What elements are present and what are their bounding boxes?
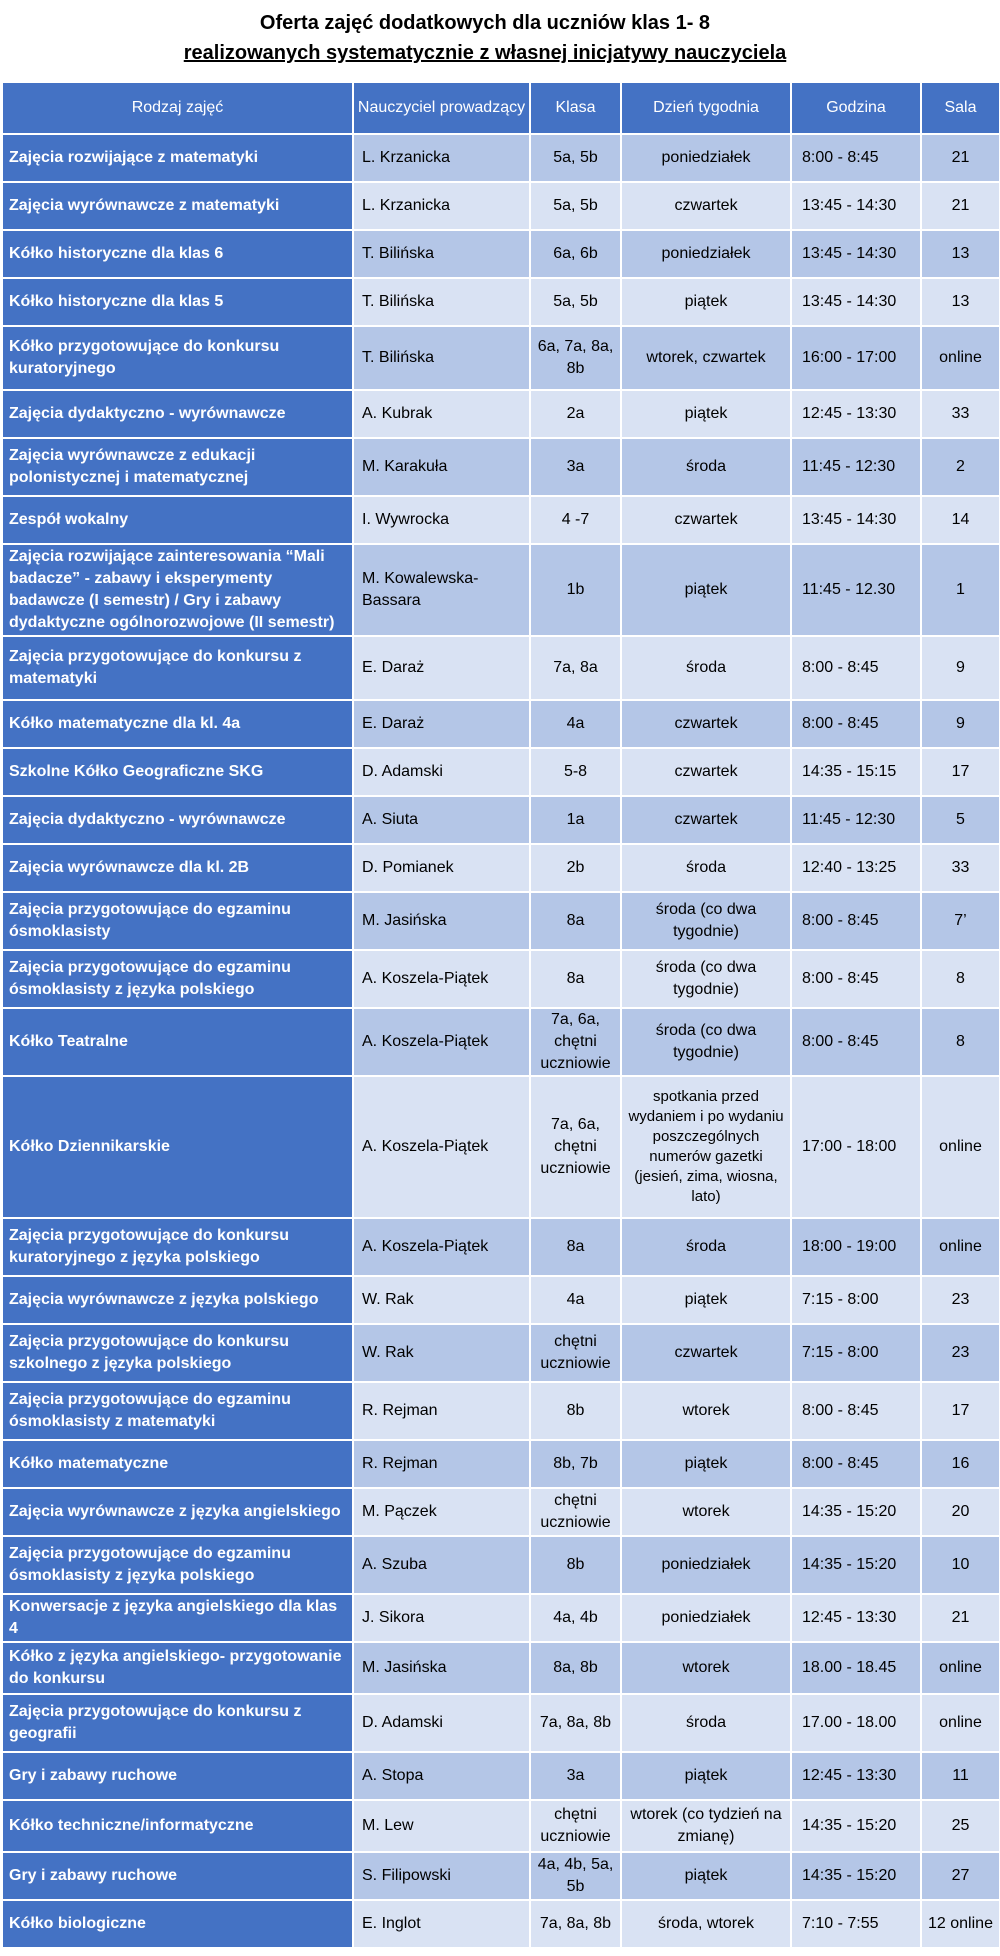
- cell-sala: 23: [921, 1324, 1000, 1382]
- cell-nauczyciel: W. Rak: [353, 1276, 530, 1324]
- cell-nauczyciel: A. Siuta: [353, 796, 530, 844]
- cell-sala: 27: [921, 1852, 1000, 1900]
- cell-godzina: 17.00 - 18.00: [791, 1694, 921, 1752]
- cell-nauczyciel: M. Karakuła: [353, 438, 530, 496]
- cell-nauczyciel: A. Koszela-Piątek: [353, 1218, 530, 1276]
- cell-dzien: spotkania przed wydaniem i po wydaniu poszczególnych numerów gazetki (jesień, zima, wiosna, lato): [621, 1076, 791, 1218]
- cell-klasa: 4a, 4b, 5a, 5b: [530, 1852, 621, 1900]
- cell-sala: online: [921, 1218, 1000, 1276]
- cell-klasa: 7a, 8a: [530, 636, 621, 700]
- table-row: [2, 1852, 1000, 1900]
- cell-sala: 7’: [921, 892, 1000, 950]
- cell-sala: 9: [921, 700, 1000, 748]
- cell-godzina: 13:45 - 14:30: [791, 230, 921, 278]
- cell-godzina: 17:00 - 18:00: [791, 1076, 921, 1218]
- cell-dzien: czwartek: [621, 1324, 791, 1382]
- cell-dzien: poniedziałek: [621, 134, 791, 182]
- table-row: [2, 700, 1000, 748]
- cell-klasa: 4 -7: [530, 496, 621, 544]
- cell-sala: 21: [921, 1594, 1000, 1642]
- cell-dzien: czwartek: [621, 182, 791, 230]
- table-row: [2, 1642, 1000, 1694]
- table-row: [2, 748, 1000, 796]
- cell-nauczyciel: E. Daraż: [353, 636, 530, 700]
- cell-godzina: 16:00 - 17:00: [791, 326, 921, 390]
- cell-godzina: 11:45 - 12:30: [791, 438, 921, 496]
- cell-rodzaj: Kółko przygotowujące do konkursu kuratoryjnego: [2, 326, 353, 390]
- cell-nauczyciel: M. Pączek: [353, 1488, 530, 1536]
- cell-godzina: 14:35 - 15:20: [791, 1536, 921, 1594]
- cell-godzina: 18:00 - 19:00: [791, 1218, 921, 1276]
- cell-rodzaj: Zajęcia dydaktyczno - wyrównawcze: [2, 390, 353, 438]
- cell-godzina: 11:45 - 12.30: [791, 544, 921, 636]
- table-row: [2, 636, 1000, 700]
- table-row: [2, 1076, 1000, 1218]
- cell-dzien: środa: [621, 636, 791, 700]
- table-row: [2, 230, 1000, 278]
- cell-nauczyciel: R. Rejman: [353, 1440, 530, 1488]
- cell-nauczyciel: A. Koszela-Piątek: [353, 950, 530, 1008]
- cell-nauczyciel: A. Koszela-Piątek: [353, 1076, 530, 1218]
- cell-sala: 23: [921, 1276, 1000, 1324]
- table-row: [2, 1440, 1000, 1488]
- cell-dzien: piątek: [621, 278, 791, 326]
- cell-klasa: chętni uczniowie: [530, 1324, 621, 1382]
- cell-dzien: czwartek: [621, 796, 791, 844]
- cell-dzien: środa: [621, 438, 791, 496]
- cell-nauczyciel: T. Bilińska: [353, 326, 530, 390]
- cell-dzien: wtorek: [621, 1382, 791, 1440]
- cell-klasa: 7a, 6a, chętni uczniowie: [530, 1008, 621, 1076]
- cell-sala: 10: [921, 1536, 1000, 1594]
- cell-godzina: 18.00 - 18.45: [791, 1642, 921, 1694]
- table-row: [2, 1382, 1000, 1440]
- cell-rodzaj: Zajęcia przygotowujące do egzaminu ósmoklasisty: [2, 892, 353, 950]
- cell-klasa: 5a, 5b: [530, 278, 621, 326]
- table-row: [2, 1800, 1000, 1852]
- cell-dzien: piątek: [621, 544, 791, 636]
- cell-dzien: piątek: [621, 1852, 791, 1900]
- cell-klasa: 3a: [530, 1752, 621, 1800]
- cell-klasa: 2a: [530, 390, 621, 438]
- cell-dzien: środa: [621, 1218, 791, 1276]
- cell-nauczyciel: E. Inglot: [353, 1900, 530, 1948]
- cell-rodzaj: Zespół wokalny: [2, 496, 353, 544]
- cell-dzien: wtorek: [621, 1488, 791, 1536]
- cell-sala: 5: [921, 796, 1000, 844]
- cell-rodzaj: Kółko historyczne dla klas 6: [2, 230, 353, 278]
- cell-klasa: 4a: [530, 1276, 621, 1324]
- cell-klasa: 5a, 5b: [530, 182, 621, 230]
- cell-sala: 33: [921, 844, 1000, 892]
- cell-klasa: 8b: [530, 1382, 621, 1440]
- cell-rodzaj: Zajęcia przygotowujące do konkursu kuratoryjnego z języka polskiego: [2, 1218, 353, 1276]
- cell-dzien: poniedziałek: [621, 1536, 791, 1594]
- cell-dzien: piątek: [621, 390, 791, 438]
- cell-dzien: środa (co dwa tygodnie): [621, 1008, 791, 1076]
- cell-nauczyciel: T. Bilińska: [353, 230, 530, 278]
- document-title: [0, 0, 1000, 68]
- table-row: [2, 544, 1000, 636]
- cell-rodzaj: Zajęcia rozwijające z matematyki: [2, 134, 353, 182]
- cell-klasa: 1a: [530, 796, 621, 844]
- cell-rodzaj: Zajęcia wyrównawcze z języka angielskiego: [2, 1488, 353, 1536]
- cell-sala: 21: [921, 134, 1000, 182]
- cell-godzina: 7:15 - 8:00: [791, 1324, 921, 1382]
- cell-klasa: chętni uczniowie: [530, 1488, 621, 1536]
- cell-klasa: 3a: [530, 438, 621, 496]
- title-line-1: Oferta zajęć dodatkowych dla uczniów klas 1- 8: [259, 12, 711, 34]
- cell-klasa: 7a, 6a, chętni uczniowie: [530, 1076, 621, 1218]
- cell-klasa: 8a: [530, 950, 621, 1008]
- cell-klasa: 4a, 4b: [530, 1594, 621, 1642]
- cell-godzina: 8:00 - 8:45: [791, 950, 921, 1008]
- cell-dzien: środa (co dwa tygodnie): [621, 950, 791, 1008]
- table-row: [2, 1324, 1000, 1382]
- cell-rodzaj: Kółko z języka angielskiego- przygotowanie do konkursu: [2, 1642, 353, 1694]
- table-row: [2, 1752, 1000, 1800]
- cell-rodzaj: Zajęcia wyrównawcze z edukacji polonistycznej i matematycznej: [2, 438, 353, 496]
- cell-nauczyciel: M. Lew: [353, 1800, 530, 1852]
- table-row: [2, 1008, 1000, 1076]
- cell-nauczyciel: E. Daraż: [353, 700, 530, 748]
- cell-klasa: chętni uczniowie: [530, 1800, 621, 1852]
- table-header-row: [2, 82, 1000, 134]
- cell-godzina: 12:45 - 13:30: [791, 1752, 921, 1800]
- header-godzina: Godzina: [791, 82, 921, 134]
- cell-klasa: 8a: [530, 1218, 621, 1276]
- cell-nauczyciel: A. Stopa: [353, 1752, 530, 1800]
- cell-nauczyciel: W. Rak: [353, 1324, 530, 1382]
- cell-dzien: czwartek: [621, 496, 791, 544]
- table-row: [2, 1276, 1000, 1324]
- cell-rodzaj: Kółko biologiczne: [2, 1900, 353, 1948]
- cell-rodzaj: Zajęcia przygotowujące do egzaminu ósmoklasisty z języka polskiego: [2, 1536, 353, 1594]
- table-row: [2, 390, 1000, 438]
- cell-rodzaj: Zajęcia przygotowujące do egzaminu ósmoklasisty z matematyki: [2, 1382, 353, 1440]
- cell-sala: 21: [921, 182, 1000, 230]
- cell-godzina: 8:00 - 8:45: [791, 1008, 921, 1076]
- cell-rodzaj: Zajęcia wyrównawcze z matematyki: [2, 182, 353, 230]
- cell-nauczyciel: J. Sikora: [353, 1594, 530, 1642]
- table-row: [2, 844, 1000, 892]
- cell-rodzaj: Zajęcia przygotowujące do egzaminu ósmoklasisty z języka polskiego: [2, 950, 353, 1008]
- cell-sala: 8: [921, 950, 1000, 1008]
- table-row: [2, 1900, 1000, 1948]
- cell-dzien: czwartek: [621, 748, 791, 796]
- cell-godzina: 12:45 - 13:30: [791, 1594, 921, 1642]
- cell-klasa: 6a, 6b: [530, 230, 621, 278]
- cell-dzien: piątek: [621, 1276, 791, 1324]
- header-klasa: Klasa: [530, 82, 621, 134]
- cell-dzien: poniedziałek: [621, 230, 791, 278]
- cell-rodzaj: Zajęcia rozwijające zainteresowania “Mali badacze” - zabawy i eksperymenty badawcze (I semestr) / Gry i zabawy dydaktyczne ogólnorozwojowe (II semestr): [2, 544, 353, 636]
- cell-sala: 16: [921, 1440, 1000, 1488]
- cell-klasa: 5-8: [530, 748, 621, 796]
- cell-sala: online: [921, 1076, 1000, 1218]
- cell-nauczyciel: A. Kubrak: [353, 390, 530, 438]
- title-line-2: realizowanych systematycznie z własnej inicjatywy nauczyciela: [183, 42, 787, 64]
- cell-nauczyciel: R. Rejman: [353, 1382, 530, 1440]
- cell-dzien: czwartek: [621, 700, 791, 748]
- table-row: [2, 278, 1000, 326]
- cell-klasa: 8a, 8b: [530, 1642, 621, 1694]
- cell-nauczyciel: D. Adamski: [353, 748, 530, 796]
- cell-sala: 17: [921, 748, 1000, 796]
- table-row: [2, 892, 1000, 950]
- cell-godzina: 11:45 - 12:30: [791, 796, 921, 844]
- cell-sala: 25: [921, 1800, 1000, 1852]
- cell-dzien: piątek: [621, 1440, 791, 1488]
- cell-rodzaj: Kółko Teatralne: [2, 1008, 353, 1076]
- cell-rodzaj: Zajęcia dydaktyczno - wyrównawcze: [2, 796, 353, 844]
- cell-godzina: 13:45 - 14:30: [791, 496, 921, 544]
- cell-rodzaj: Kółko techniczne/informatyczne: [2, 1800, 353, 1852]
- table-row: [2, 950, 1000, 1008]
- cell-nauczyciel: D. Adamski: [353, 1694, 530, 1752]
- table-row: [2, 326, 1000, 390]
- cell-sala: 17: [921, 1382, 1000, 1440]
- cell-klasa: 5a, 5b: [530, 134, 621, 182]
- cell-dzien: poniedziałek: [621, 1594, 791, 1642]
- cell-sala: online: [921, 326, 1000, 390]
- cell-sala: 13: [921, 278, 1000, 326]
- cell-godzina: 12:45 - 13:30: [791, 390, 921, 438]
- table-row: [2, 1594, 1000, 1642]
- schedule-table: [1, 81, 1000, 1949]
- cell-sala: online: [921, 1694, 1000, 1752]
- cell-godzina: 14:35 - 15:20: [791, 1852, 921, 1900]
- cell-klasa: 6a, 7a, 8a, 8b: [530, 326, 621, 390]
- cell-rodzaj: Gry i zabawy ruchowe: [2, 1852, 353, 1900]
- header-rodzaj: Rodzaj zajęć: [2, 82, 353, 134]
- cell-rodzaj: Kółko Dziennikarskie: [2, 1076, 353, 1218]
- cell-klasa: 2b: [530, 844, 621, 892]
- header-sala: Sala: [921, 82, 1000, 134]
- table-row: [2, 438, 1000, 496]
- cell-sala: 12 online: [921, 1900, 1000, 1948]
- cell-sala: 2: [921, 438, 1000, 496]
- cell-rodzaj: Kółko matematyczne dla kl. 4a: [2, 700, 353, 748]
- cell-godzina: 8:00 - 8:45: [791, 1440, 921, 1488]
- cell-nauczyciel: T. Bilińska: [353, 278, 530, 326]
- cell-rodzaj: Gry i zabawy ruchowe: [2, 1752, 353, 1800]
- cell-godzina: 8:00 - 8:45: [791, 1382, 921, 1440]
- cell-sala: online: [921, 1642, 1000, 1694]
- table-row: [2, 1536, 1000, 1594]
- cell-klasa: 7a, 8a, 8b: [530, 1900, 621, 1948]
- cell-nauczyciel: M. Kowalewska-Bassara: [353, 544, 530, 636]
- cell-godzina: 14:35 - 15:15: [791, 748, 921, 796]
- cell-godzina: 8:00 - 8:45: [791, 892, 921, 950]
- cell-dzien: środa (co dwa tygodnie): [621, 892, 791, 950]
- cell-nauczyciel: A. Szuba: [353, 1536, 530, 1594]
- cell-nauczyciel: M. Jasińska: [353, 892, 530, 950]
- cell-rodzaj: Zajęcia wyrównawcze z języka polskiego: [2, 1276, 353, 1324]
- cell-sala: 33: [921, 390, 1000, 438]
- table-row: [2, 1488, 1000, 1536]
- cell-dzien: środa: [621, 844, 791, 892]
- cell-rodzaj: Zajęcia przygotowujące do konkursu z matematyki: [2, 636, 353, 700]
- table-row: [2, 796, 1000, 844]
- cell-dzien: piątek: [621, 1752, 791, 1800]
- cell-nauczyciel: M. Jasińska: [353, 1642, 530, 1694]
- cell-sala: 14: [921, 496, 1000, 544]
- cell-klasa: 7a, 8a, 8b: [530, 1694, 621, 1752]
- cell-sala: 20: [921, 1488, 1000, 1536]
- table-row: [2, 1218, 1000, 1276]
- cell-godzina: 14:35 - 15:20: [791, 1800, 921, 1852]
- cell-rodzaj: Zajęcia przygotowujące do konkursu z geografii: [2, 1694, 353, 1752]
- cell-nauczyciel: I. Wywrocka: [353, 496, 530, 544]
- cell-nauczyciel: S. Filipowski: [353, 1852, 530, 1900]
- cell-rodzaj: Kółko historyczne dla klas 5: [2, 278, 353, 326]
- cell-godzina: 12:40 - 13:25: [791, 844, 921, 892]
- cell-nauczyciel: A. Koszela-Piątek: [353, 1008, 530, 1076]
- header-nauczyciel: Nauczyciel prowadzący: [353, 82, 530, 134]
- cell-godzina: 14:35 - 15:20: [791, 1488, 921, 1536]
- cell-rodzaj: Zajęcia wyrównawcze dla kl. 2B: [2, 844, 353, 892]
- cell-klasa: 8b, 7b: [530, 1440, 621, 1488]
- cell-dzien: środa, wtorek: [621, 1900, 791, 1948]
- cell-godzina: 7:10 - 7:55: [791, 1900, 921, 1948]
- cell-godzina: 8:00 - 8:45: [791, 700, 921, 748]
- cell-nauczyciel: D. Pomianek: [353, 844, 530, 892]
- table-row: [2, 182, 1000, 230]
- cell-klasa: 4a: [530, 700, 621, 748]
- table-row: [2, 496, 1000, 544]
- cell-dzien: środa: [621, 1694, 791, 1752]
- cell-godzina: 13:45 - 14:30: [791, 182, 921, 230]
- header-dzien: Dzień tygodnia: [621, 82, 791, 134]
- cell-sala: 11: [921, 1752, 1000, 1800]
- cell-klasa: 8b: [530, 1536, 621, 1594]
- cell-rodzaj: Konwersacje z języka angielskiego dla klas 4: [2, 1594, 353, 1642]
- cell-rodzaj: Kółko matematyczne: [2, 1440, 353, 1488]
- cell-godzina: 13:45 - 14:30: [791, 278, 921, 326]
- cell-klasa: 8a: [530, 892, 621, 950]
- cell-dzien: wtorek, czwartek: [621, 326, 791, 390]
- cell-klasa: 1b: [530, 544, 621, 636]
- cell-rodzaj: Zajęcia przygotowujące do konkursu szkolnego z języka polskiego: [2, 1324, 353, 1382]
- cell-godzina: 8:00 - 8:45: [791, 134, 921, 182]
- cell-godzina: 8:00 - 8:45: [791, 636, 921, 700]
- cell-nauczyciel: L. Krzanicka: [353, 134, 530, 182]
- cell-sala: 8: [921, 1008, 1000, 1076]
- table-row: [2, 134, 1000, 182]
- cell-godzina: 7:15 - 8:00: [791, 1276, 921, 1324]
- cell-dzien: wtorek (co tydzień na zmianę): [621, 1800, 791, 1852]
- cell-sala: 13: [921, 230, 1000, 278]
- cell-dzien: wtorek: [621, 1642, 791, 1694]
- cell-rodzaj: Szkolne Kółko Geograficzne SKG: [2, 748, 353, 796]
- cell-nauczyciel: L. Krzanicka: [353, 182, 530, 230]
- table-row: [2, 1694, 1000, 1752]
- cell-sala: 1: [921, 544, 1000, 636]
- cell-sala: 9: [921, 636, 1000, 700]
